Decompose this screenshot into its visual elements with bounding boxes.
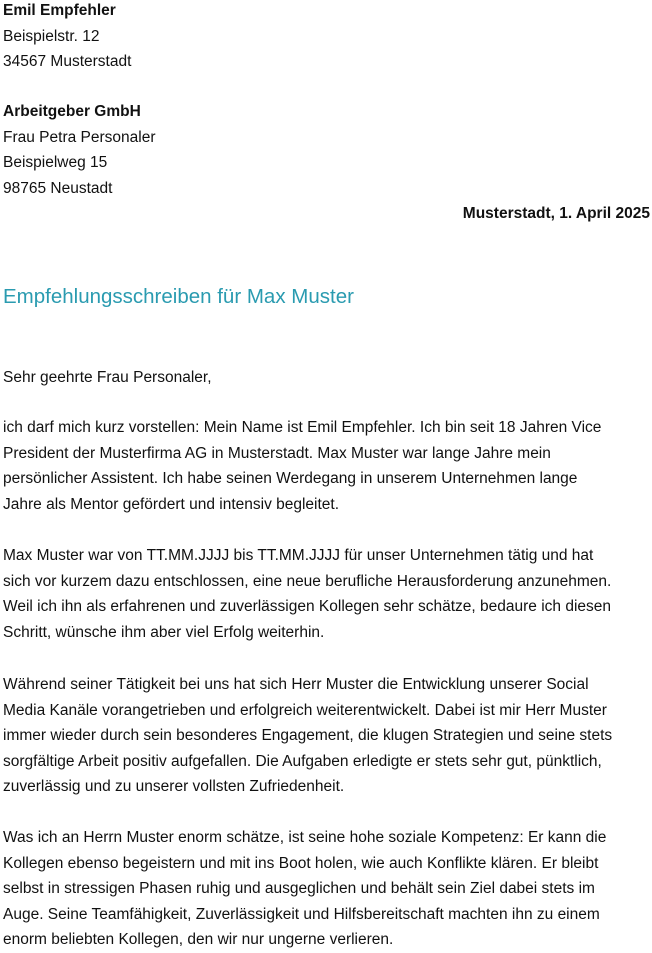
recipient-contact: Frau Petra Personaler xyxy=(3,128,156,146)
sender-name: Emil Empfehler xyxy=(3,2,116,19)
paragraph-line: Media Kanäle vorangetrieben und erfolgreich weiterentwickelt. Dabei ist mir Herr Muster xyxy=(3,701,607,719)
paragraph-line: sorgfältige Arbeit positiv aufgefallen. Die Aufgaben erledigte er stets sehr gut, pünktlich, xyxy=(3,752,602,770)
paragraph-line: zuverlässig und zu unserer vollsten Zufriedenheit. xyxy=(3,778,345,795)
paragraph-line: Kollegen ebenso begeistern und mit ins Boot holen, wie auch Konflikte klären. Er bleibt xyxy=(3,854,599,872)
paragraph-line: Während seiner Tätigkeit bei uns hat sich Herr Muster die Entwicklung unserer Social xyxy=(3,676,589,693)
paragraph-line: persönlicher Assistent. Ich habe seinen Werdegang in unserem Unternehmen lange xyxy=(3,470,578,487)
paragraph-line: immer wieder durch sein besonderes Engagement, die klugen Strategien und seine stets xyxy=(3,727,613,744)
paragraph-line: Weil ich ihn als erfahrenen und zuverlässigen Kollegen sehr schätze, bedaure ich diesen xyxy=(3,598,612,615)
paragraph-line: Jahre als Mentor gefördert und intensiv begleitet. xyxy=(3,495,340,513)
recipient-city: 98765 Neustadt xyxy=(3,179,113,197)
sender-address xyxy=(3,0,131,75)
paragraph-line: Was ich an Herrn Muster enorm schätze, ist seine hohe soziale Kompetenz: Er kann die xyxy=(3,829,607,846)
paragraph-line: enorm beliebten Kollegen, den wir nur ungerne verlieren. xyxy=(3,931,394,948)
sender-city: 34567 Musterstadt xyxy=(3,53,132,70)
paragraph-line: selbst in stressigen Phasen ruhig und ausgeglichen und behält sein Ziel dabei stets im xyxy=(3,880,595,897)
paragraph-line: Auge. Seine Teamfähigkeit, Zuverlässigkeit und Hilfsbereitschaft machten ihn zu einem xyxy=(3,905,600,923)
salutation: Sehr geehrte Frau Personaler, xyxy=(3,369,212,386)
date-line: Musterstadt, 1. April 2025 xyxy=(462,205,650,222)
paragraph-line: Schritt, wünsche ihm aber viel Erfolg weiterhin. xyxy=(3,623,325,641)
paragraph-social-skills xyxy=(3,825,650,953)
paragraph-line: ich darf mich kurz vorstellen: Mein Name ist Emil Empfehler. Ich bin seit 18 Jahren Vice xyxy=(3,419,602,436)
recipient-company: Arbeitgeber GmbH xyxy=(3,103,141,120)
sender-street: Beispielstr. 12 xyxy=(3,27,100,45)
recipient-street: Beispielweg 15 xyxy=(3,154,108,171)
recipient-address xyxy=(3,99,156,201)
paragraph-achievements xyxy=(3,672,650,800)
paragraph-line: sich vor kurzem dazu entschlossen, eine neue berufliche Herausforderung anzunehmen. xyxy=(3,572,612,590)
paragraph-employment xyxy=(3,543,650,645)
paragraph-introduction xyxy=(3,415,650,517)
letter-title: Empfehlungsschreiben für Max Muster xyxy=(3,285,354,308)
paragraph-line: President der Musterfirma AG in Musterstadt. Max Muster war lange Jahre mein xyxy=(3,444,551,462)
paragraph-line: Max Muster war von TT.MM.JJJJ bis TT.MM.JJJJ für unser Unternehmen tätig und hat xyxy=(3,547,594,564)
